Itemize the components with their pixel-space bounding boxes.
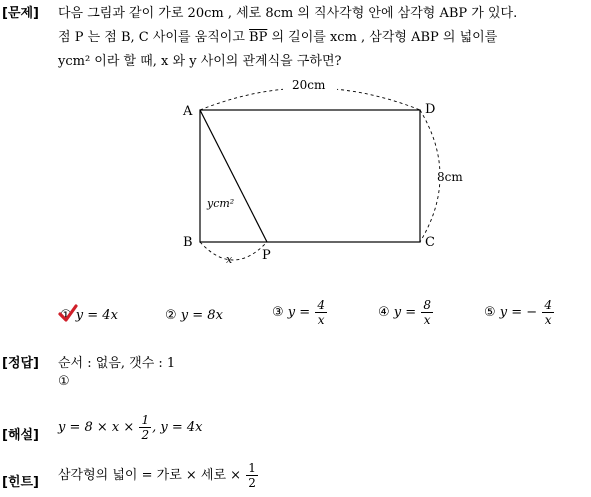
choice-4-marker: ④ [378,305,390,320]
answer-tag: [정답] [2,356,39,371]
answer-line-2: ① [58,374,70,389]
choice-3-num: 4 [317,298,325,312]
area-label: ycm² [207,197,235,210]
answer-line-1: 순서 : 없음, 갯수 : 1 [58,356,176,371]
explanation-post: , y = 4x [152,420,203,435]
bottom-brace [200,242,267,260]
choice-3[interactable] [272,298,328,327]
hint-fraction [246,461,258,490]
check-mark-icon [57,303,79,325]
label-a: A [183,104,193,119]
choice-3-marker: ③ [272,305,284,320]
label-p: P [262,248,271,263]
explanation-formula [58,413,202,442]
hint-den: 2 [248,476,256,490]
explanation-num: 1 [141,413,150,427]
choice-3-fraction [315,298,327,327]
label-c: C [425,235,435,250]
choice-3-lhs: y = [287,305,311,320]
problem-line-2-b: 의 길이를 xcm , 삼각형 ABP 의 넓이를 [267,30,498,45]
explanation-pre: y = 8 × x × [58,420,135,435]
choice-4-num: 8 [423,298,431,312]
choice-4[interactable] [378,298,434,327]
choice-3-den: x [317,313,325,327]
hint-formula [58,461,259,490]
explanation-fraction [139,413,151,442]
segment-bp: $\overline{BP}$ [249,30,268,45]
choice-5-den: x [544,313,552,327]
problem-line-3: ycm² 이라 할 때, x 와 y 사이의 관계식을 구하면? [58,54,342,69]
problem-tag: [문제] [2,6,39,21]
choice-2-text: y = 8x [180,308,223,323]
top-length: 20cm [292,78,326,92]
problem-line-2-a: 점 P 는 점 B, C 사이를 움직이고 [58,30,250,45]
hint-num: 1 [248,461,256,475]
hint-tag: [힌트] [2,475,39,490]
choice-2-marker: ② [165,308,177,323]
choice-5-lhs: y = − [499,305,538,320]
choice-4-lhs: y = [393,305,417,320]
choice-2[interactable] [165,308,223,323]
choice-5-marker: ⑤ [484,305,496,320]
bottom-variable: x [226,253,233,266]
choice-1-marker: ① [60,308,72,323]
rectangle-figure [170,72,470,272]
segment-ap [200,110,267,242]
label-b: B [183,235,193,250]
problem-line-1: 다음 그림과 같이 가로 20cm , 세로 8cm 의 직사각형 안에 삼각형 ABP 가 있다. [58,6,518,21]
choice-5[interactable] [484,298,555,327]
explanation-den: 2 [141,428,150,442]
choice-1-text: y = 4x [75,308,118,323]
choice-5-fraction [542,298,554,327]
label-d: D [425,102,436,117]
hint-pre: 삼각형의 넓이 = 가로 × 세로 × [58,468,242,483]
choice-4-fraction [421,298,433,327]
problem-line-2 [58,26,497,45]
explanation-tag: [해설] [2,428,39,443]
choice-4-den: x [423,313,431,327]
side-length: 8cm [437,170,463,184]
choice-5-num: 4 [544,298,552,312]
